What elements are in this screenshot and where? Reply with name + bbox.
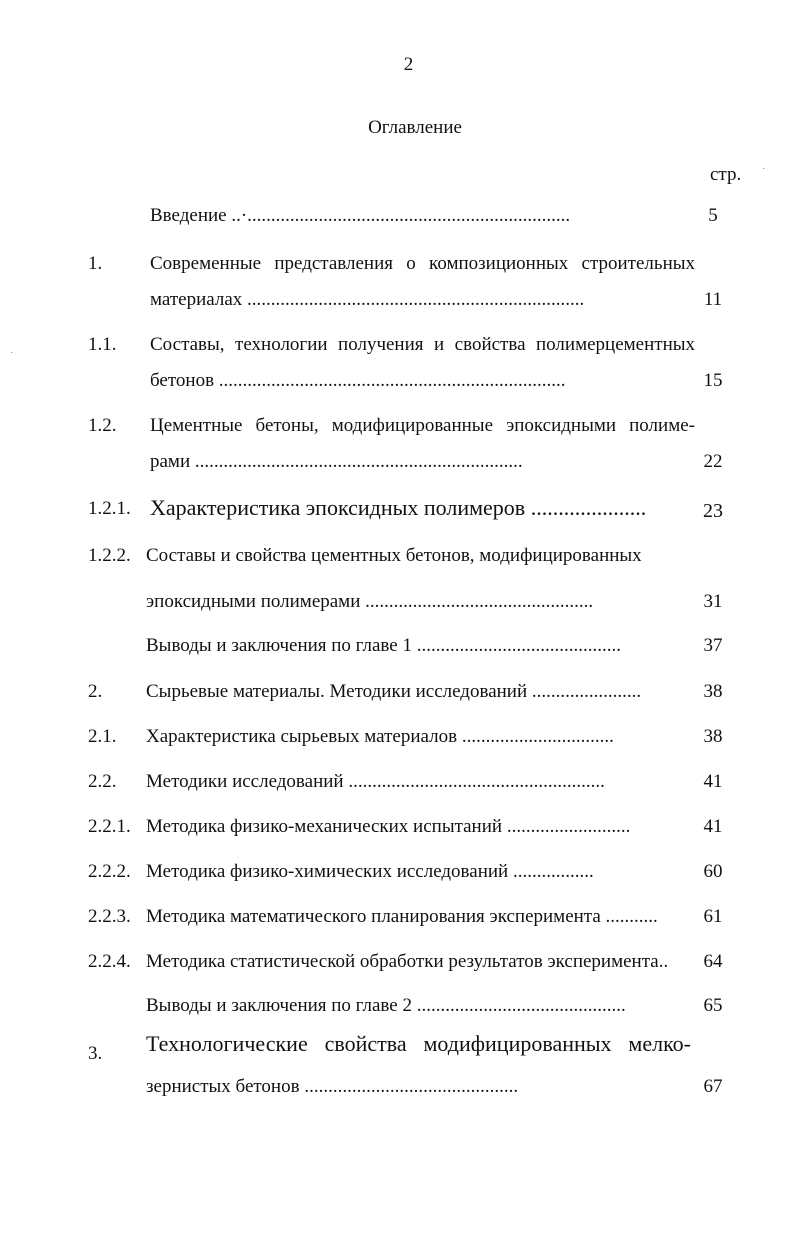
toc-entry-page: 60 (703, 861, 723, 882)
toc-entry-text: Цементные бетоны, модифицированные эпоксидными полиме- (150, 415, 695, 436)
toc-entry-text: Составы и свойства цементных бетонов, модифицированных (146, 545, 642, 566)
toc-entry-number: 3. (88, 1043, 103, 1064)
toc-entry-page: 31 (703, 591, 723, 612)
toc-entry-page: 38 (703, 726, 723, 747)
toc-entry-page: 61 (703, 906, 723, 927)
toc-entry-text-cont: зернистых бетонов ............................................. (146, 1076, 519, 1097)
toc-entry-page: 11 (703, 289, 723, 310)
toc-entry-page: 23 (703, 500, 723, 522)
toc-entry-page: 67 (703, 1076, 723, 1097)
toc-entry-text: Выводы и заключения по главе 1 ........................................... (146, 635, 621, 656)
toc-entry-text-cont: материалах ....................................................................... (150, 289, 585, 310)
toc-entry-text: Технологические свойства модифицированных мелко- (146, 1031, 691, 1056)
toc-entry-text: Современные представления о композиционных строительных (150, 253, 695, 274)
toc-entry-page: 64 (703, 951, 723, 972)
toc-entry-page: 38 (703, 681, 723, 702)
page-number: 2 (403, 54, 414, 75)
toc-entry-text: Сырьевые материалы. Методики исследований ....................... (146, 681, 642, 702)
toc-entry-text: Характеристика эпоксидных полимеров ..................... (150, 495, 647, 520)
toc-entry-text: Методика математического планирования эксперимента ........... (146, 906, 658, 927)
toc-entry-text: Характеристика сырьевых материалов ................................ (146, 726, 614, 747)
toc-entry-page: 41 (703, 816, 723, 837)
toc-entry-number: 1.1. (88, 334, 117, 355)
toc-entry-page: 37 (703, 635, 723, 656)
toc-entry-text: Методика физико-химических исследований ................. (146, 861, 594, 882)
toc-entry-text: Методика статистической обработки результатов эксперимента.. (146, 951, 669, 972)
toc-entry-number: 2.2.4. (88, 951, 131, 972)
toc-entry-number: 2.2.2. (88, 861, 131, 882)
toc-entry-text: Выводы и заключения по главе 2 ............................................ (146, 995, 626, 1016)
page-title: Оглавление (368, 117, 462, 138)
toc-entry-text-cont: эпоксидными полимерами ................................................ (146, 591, 594, 612)
toc-entry-text-cont: бетонов ......................................................................... (150, 370, 566, 391)
toc-entry-number: 1.2.2. (88, 545, 131, 566)
toc-entry-text-cont: рами ..................................................................... (150, 451, 523, 472)
toc-entry-number: 1. (88, 253, 103, 274)
toc-entry-page: 65 (703, 995, 723, 1016)
toc-entry-number: 2.2. (88, 771, 117, 792)
toc-entry-text: Составы, технологии получения и свойства полимерцементных (150, 334, 695, 355)
toc-entry-text: Методика физико-механических испытаний .......................... (146, 816, 631, 837)
toc-entry-page: 5 (708, 205, 718, 226)
toc-entry-number: 2.2.3. (88, 906, 131, 927)
pages-column-label: стр. (710, 164, 742, 185)
toc-entry-page: 41 (703, 771, 723, 792)
toc-entry-number: 2.1. (88, 726, 117, 747)
toc-entry-page: 22 (703, 451, 723, 472)
scan-mark: · (10, 348, 14, 359)
toc-entry-number: 2. (88, 681, 103, 702)
toc-entry-text: Методики исследований ...................................................... (146, 771, 605, 792)
toc-entry-text: Введение ..·.................................................................... (150, 205, 571, 226)
toc-entry-number: 2.2.1. (88, 816, 131, 837)
scan-mark: · (762, 164, 766, 175)
toc-entry-number: 1.2. (88, 415, 117, 436)
toc-entry-page: 15 (703, 370, 723, 391)
toc-entry-number: 1.2.1. (88, 498, 131, 519)
